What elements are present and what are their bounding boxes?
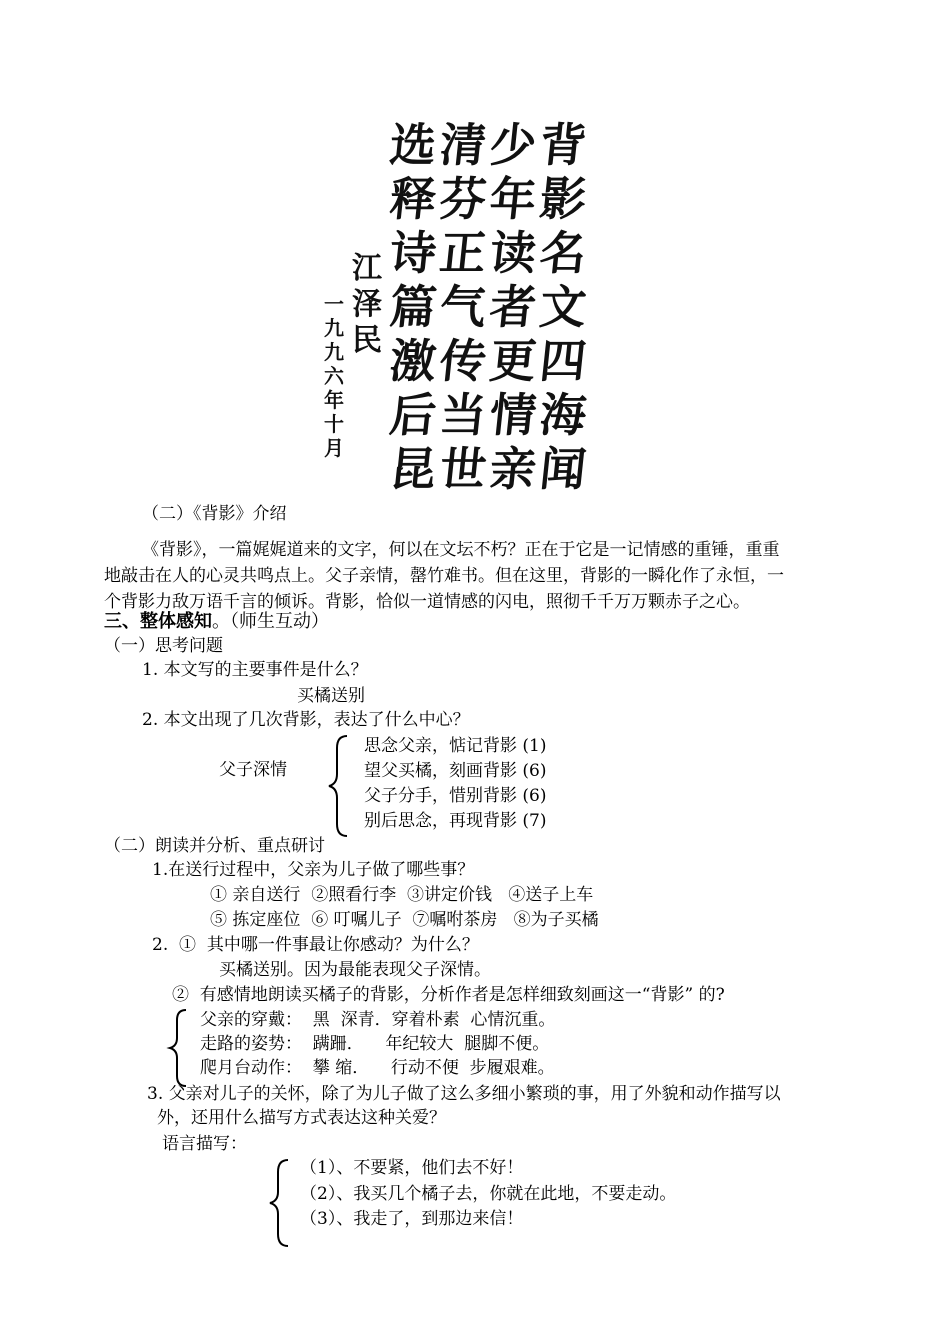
date-character: 九 bbox=[324, 316, 344, 340]
poem-character: 选 bbox=[387, 118, 439, 172]
poem-character: 海 bbox=[537, 388, 589, 442]
subsection-questions: （一）思考问题 bbox=[104, 636, 223, 656]
poem-character: 影 bbox=[537, 172, 589, 226]
intro-paragraph-line-1: 《背影》，一篇娓娓道来的文字，何以在文坛不朽？正在于它是一记情感的重锤，重重 bbox=[142, 540, 780, 560]
poem-character: 名 bbox=[537, 226, 589, 280]
question-4: 2. ① 其中哪一件事最让你感动？为什么？ bbox=[152, 935, 479, 955]
answer-2-label: 父子深情 bbox=[219, 760, 287, 780]
answer-5-item: 爬月台动作： 攀 缩． 行动不便 步履艰难。 bbox=[200, 1058, 555, 1078]
poem-character: 诗 bbox=[387, 226, 439, 280]
answer-6-label: 语言描写： bbox=[162, 1134, 247, 1154]
question-3: 1.在送行过程中，父亲为儿子做了哪些事？ bbox=[152, 860, 475, 880]
poem-character: 情 bbox=[487, 388, 539, 442]
poem-character: 亲 bbox=[487, 442, 539, 496]
answer-6-item: （1）、不要紧，他们去不好！ bbox=[300, 1158, 524, 1178]
date-character: 一 bbox=[324, 292, 344, 316]
answer-5-item: 父亲的穿戴： 黑 深青．穿着朴素 心情沉重。 bbox=[200, 1010, 556, 1030]
signature-character: 泽 bbox=[352, 287, 382, 322]
curly-brace-icon bbox=[325, 734, 355, 838]
poem-character: 篇 bbox=[387, 280, 439, 334]
section-heading-intro: （二）《背影》介绍 bbox=[142, 504, 287, 524]
question-2: 2. 本文出现了几次背影，表达了什么中心？ bbox=[142, 710, 470, 730]
date-character: 九 bbox=[324, 340, 344, 364]
poem-character: 后 bbox=[387, 388, 439, 442]
intro-paragraph-line-3: 个背影力敌万语千言的倾诉。背影，恰似一道情感的闪电，照彻千千万万颗赤子之心。 bbox=[104, 592, 750, 612]
curly-brace-icon bbox=[166, 1008, 196, 1088]
poem-character: 闻 bbox=[537, 442, 589, 496]
poem-character: 正 bbox=[437, 226, 489, 280]
poem-character: 世 bbox=[437, 442, 489, 496]
date-character: 六 bbox=[324, 364, 344, 388]
calligraphy-inscription bbox=[318, 118, 590, 508]
section-heading-overall bbox=[104, 613, 329, 631]
poem-character: 者 bbox=[487, 280, 539, 334]
poem-character: 读 bbox=[487, 226, 539, 280]
poem-character: 气 bbox=[437, 280, 489, 334]
poem-character: 当 bbox=[437, 388, 489, 442]
question-6-line-1: 3. 父亲对儿子的关怀，除了为儿子做了这么多细小繁琐的事，用了外貌和动作描写以 bbox=[147, 1084, 781, 1104]
answer-6-item: （2）、我买几个橘子去，你就在此地，不要走动。 bbox=[300, 1184, 677, 1204]
poem-character: 四 bbox=[537, 334, 589, 388]
answer-2-item: 望父买橘，刻画背影 (6) bbox=[364, 761, 547, 781]
poem-character: 清 bbox=[437, 118, 489, 172]
poem-character: 传 bbox=[437, 334, 489, 388]
poem-character: 文 bbox=[537, 280, 589, 334]
answer-1: 买橘送别 bbox=[297, 686, 365, 706]
section-heading-overall-bold: 三、整体感知 bbox=[104, 611, 212, 632]
signature-character: 江 bbox=[352, 251, 382, 286]
poem-character: 芬 bbox=[437, 172, 489, 226]
answer-2-item: 父子分手，惜别背影 (6) bbox=[364, 786, 547, 806]
poem-character: 激 bbox=[387, 334, 439, 388]
answer-6-item: （3）、我走了，到那边来信！ bbox=[300, 1209, 524, 1229]
date-character: 月 bbox=[324, 436, 344, 460]
question-1: 1. 本文写的主要事件是什么？ bbox=[142, 660, 368, 680]
intro-paragraph-line-2: 地敲击在人的心灵共鸣点上。父子亲情，罄竹难书。但在这里，背影的一瞬化作了永恒，一 bbox=[104, 566, 784, 586]
date-character: 年 bbox=[324, 388, 344, 412]
subsection-reading: （二）朗读并分析、重点研讨 bbox=[104, 836, 325, 856]
date-character: 十 bbox=[324, 412, 344, 436]
poem-character: 背 bbox=[537, 118, 589, 172]
poem-character: 昆 bbox=[387, 442, 439, 496]
answer-2-item: 思念父亲，惦记背影 (1) bbox=[364, 736, 547, 756]
question-5: ② 有感情地朗读买橘子的背影，分析作者是怎样细致刻画这一“背影” 的? bbox=[172, 985, 725, 1005]
poem-character: 更 bbox=[487, 334, 539, 388]
poem-character: 释 bbox=[387, 172, 439, 226]
answer-2-item: 别后思念，再现背影 (7) bbox=[364, 811, 547, 831]
answer-4: 买橘送别。因为最能表现父子深情。 bbox=[219, 960, 491, 980]
answer-3-row-1: ① 亲自送行 ②照看行李 ③讲定价钱 ④送子上车 bbox=[210, 885, 594, 905]
answer-3-row-2: ⑤ 拣定座位 ⑥ 叮嘱儿子 ⑦嘱咐茶房 ⑧为子买橘 bbox=[210, 910, 599, 930]
poem-character: 少 bbox=[487, 118, 539, 172]
poem-character: 年 bbox=[487, 172, 539, 226]
signature-character: 民 bbox=[352, 323, 382, 358]
section-heading-overall-rest: 。（师生互动） bbox=[212, 611, 329, 632]
curly-brace-icon bbox=[266, 1158, 296, 1248]
question-6-line-2: 外，还用什么描写方式表达这种关爱？ bbox=[157, 1108, 446, 1128]
answer-5-item: 走路的姿势： 蹒跚． 年纪较大 腿脚不便。 bbox=[200, 1034, 550, 1054]
